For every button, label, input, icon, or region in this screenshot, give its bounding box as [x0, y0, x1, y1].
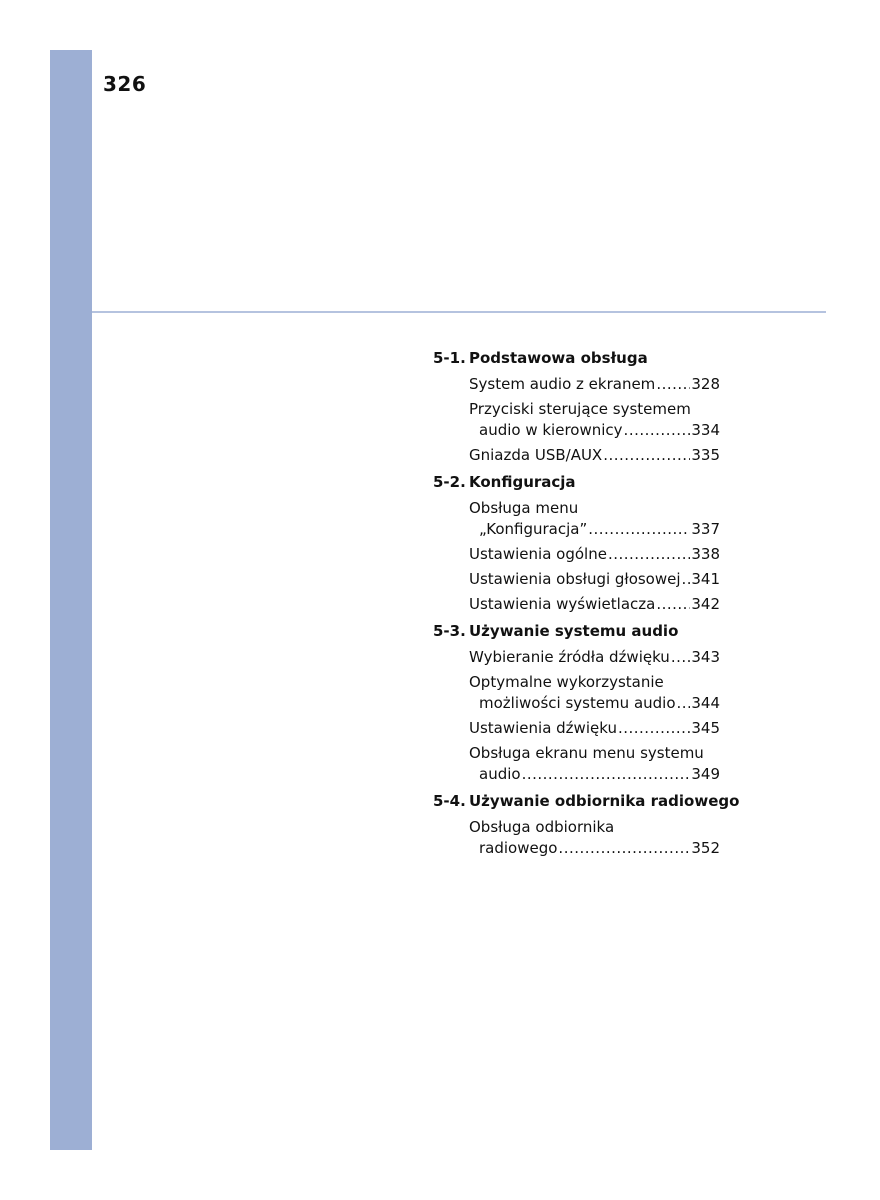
- entry-page-number: 344: [691, 694, 720, 712]
- entry-title: Obsługa odbiornika: [469, 818, 615, 836]
- dot-leader: [522, 764, 691, 785]
- toc-entry[interactable]: [469, 743, 720, 785]
- section-heading[interactable]: [433, 789, 740, 813]
- entry-page-number: 345: [691, 719, 720, 737]
- section-number: 5-2.: [433, 473, 466, 491]
- page-number: 326: [103, 72, 147, 96]
- chapter-side-bar: [50, 50, 92, 1150]
- dot-leader: [618, 718, 690, 739]
- entry-line: [469, 498, 720, 519]
- entry-title: Obsługa ekranu menu systemu: [469, 744, 704, 762]
- dot-leader: [682, 569, 691, 590]
- dot-leader: [656, 594, 690, 615]
- entry-title: audio: [479, 765, 521, 783]
- toc-entry[interactable]: [469, 374, 720, 395]
- entry-title: możliwości systemu audio: [479, 694, 676, 712]
- entry-title: „Konfiguracja”: [479, 520, 588, 538]
- dot-leader: [588, 519, 690, 540]
- entry-line: [469, 594, 720, 615]
- entry-page-number: 352: [691, 839, 720, 857]
- entry-line: [469, 693, 720, 714]
- toc-entry[interactable]: [469, 569, 720, 590]
- section-heading[interactable]: [433, 619, 733, 643]
- section-heading[interactable]: [433, 470, 733, 494]
- entry-title: Obsługa menu: [469, 499, 579, 517]
- section-title: Używanie odbiornika radiowego: [469, 792, 740, 810]
- toc-entry[interactable]: [469, 399, 720, 441]
- entry-title: radiowego: [479, 839, 558, 857]
- toc-entry[interactable]: [469, 672, 720, 714]
- entry-page-number: 337: [691, 520, 720, 538]
- section-title: Konfiguracja: [469, 473, 576, 491]
- toc-entry[interactable]: [469, 544, 720, 565]
- toc-entry[interactable]: [469, 718, 720, 739]
- entry-page-number: 335: [691, 446, 720, 464]
- section-number: 5-4.: [433, 792, 466, 810]
- entry-line: [469, 544, 720, 565]
- toc-entry[interactable]: [469, 498, 720, 540]
- toc-section: [433, 346, 733, 466]
- toc-section: [433, 789, 740, 859]
- entry-title: audio w kierownicy: [479, 421, 623, 439]
- section-title: Używanie systemu audio: [469, 622, 679, 640]
- entry-title: Wybieranie źródła dźwięku: [469, 648, 670, 666]
- dot-leader: [558, 838, 690, 859]
- toc-section: [433, 470, 733, 615]
- entry-title: Ustawienia ogólne: [469, 545, 607, 563]
- entry-page-number: 343: [691, 648, 720, 666]
- table-of-contents: [433, 346, 740, 863]
- entry-line: [469, 743, 720, 764]
- entry-line: [469, 838, 720, 859]
- entry-line: [469, 399, 720, 420]
- entry-line: [469, 764, 720, 785]
- entry-page-number: 349: [691, 765, 720, 783]
- entry-line: [469, 817, 720, 838]
- toc-entry[interactable]: [469, 594, 720, 615]
- entry-line: [469, 569, 720, 590]
- section-title: Podstawowa obsługa: [469, 349, 648, 367]
- entry-page-number: 338: [691, 545, 720, 563]
- dot-leader: [608, 544, 690, 565]
- entry-line: [469, 445, 720, 466]
- entry-title: Ustawienia obsługi głosowej: [469, 570, 681, 588]
- dot-leader: [624, 420, 691, 441]
- dot-leader: [671, 647, 691, 668]
- dot-leader: [603, 445, 690, 466]
- entry-title: Gniazda USB/AUX: [469, 446, 603, 464]
- toc-entry[interactable]: [469, 647, 720, 668]
- dot-leader: [677, 693, 691, 714]
- entry-page-number: 334: [691, 421, 720, 439]
- entry-line: [469, 420, 720, 441]
- entry-page-number: 328: [691, 375, 720, 393]
- entry-title: Optymalne wykorzystanie: [469, 673, 664, 691]
- entry-title: Ustawienia dźwięku: [469, 719, 617, 737]
- entry-line: [469, 718, 720, 739]
- section-number: 5-1.: [433, 349, 466, 367]
- dot-leader: [656, 374, 690, 395]
- entry-line: [469, 672, 720, 693]
- entry-page-number: 341: [691, 570, 720, 588]
- entry-page-number: 342: [691, 595, 720, 613]
- entry-title: System audio z ekranem: [469, 375, 656, 393]
- toc-entry[interactable]: [469, 817, 720, 859]
- section-heading[interactable]: [433, 346, 733, 370]
- section-number: 5-3.: [433, 622, 466, 640]
- entry-title: Ustawienia wyświetlacza: [469, 595, 656, 613]
- entry-line: [469, 519, 720, 540]
- entry-title: Przyciski sterujące systemem: [469, 400, 691, 418]
- divider-line: [92, 311, 826, 313]
- toc-entry[interactable]: [469, 445, 720, 466]
- entry-line: [469, 647, 720, 668]
- entry-line: [469, 374, 720, 395]
- toc-section: [433, 619, 733, 785]
